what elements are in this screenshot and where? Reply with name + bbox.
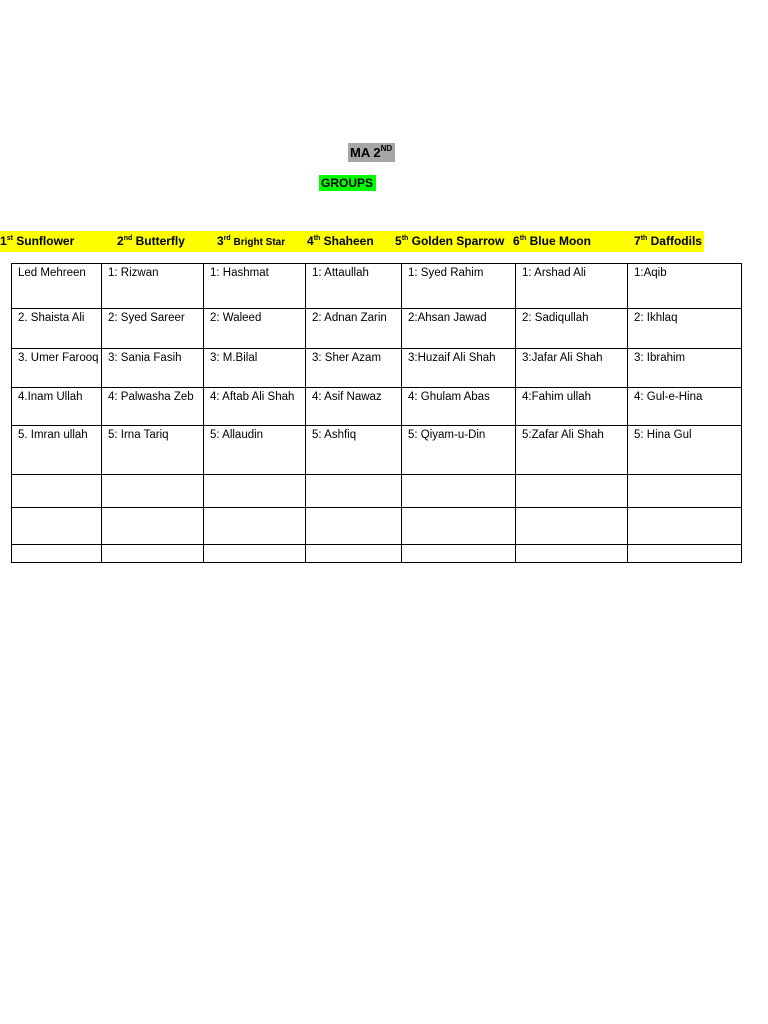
group-ordinal: 6 [513,234,520,248]
table-cell [204,475,306,508]
group-roster-table [11,263,742,563]
table-cell [306,388,402,426]
table-row [12,264,742,309]
member-name [210,545,305,547]
member-name [408,508,515,510]
table-cell [516,475,628,508]
table-cell [204,426,306,475]
table-cell [516,426,628,475]
member-name: 4: Aftab Ali Shah [210,391,295,403]
table-cell [204,309,306,349]
page-title [348,143,395,162]
table-cell [306,309,402,349]
member-name: 1: Syed Rahim [408,267,484,279]
table-cell [102,475,204,508]
member-name: 2: Waleed [210,312,262,324]
table-cell [306,508,402,545]
table-cell [204,388,306,426]
table-cell [12,508,102,545]
table-cell [516,508,628,545]
member-name: 3: Sania Fasih [108,352,182,364]
table-cell [516,264,628,309]
group-name: Bright Star [230,237,286,248]
member-name: 5: Irna Tariq [108,429,169,441]
member-name: 1: Attaullah [312,267,369,279]
table-cell [402,508,516,545]
table-cell [12,426,102,475]
member-name: 4:Fahim ullah [522,391,592,403]
table-cell [402,545,516,563]
member-name: 1: Hashmat [210,267,269,279]
table-cell [306,426,402,475]
member-name: 4: Asif Nawaz [312,391,382,403]
group-ordinal-suffix: th [313,235,321,242]
table-row [12,545,742,563]
page-title-text: MA 2 [350,145,381,160]
page-subtitle: GROUPS [319,175,376,191]
member-name: 5: Qiyam-u-Din [408,429,486,441]
member-name [18,545,101,547]
member-name: 2: Sadiqullah [522,312,589,324]
table-cell [628,545,742,563]
member-name [522,475,627,477]
table-cell [402,475,516,508]
member-name [210,475,305,477]
member-name: 3:Huzaif Ali Shah [408,352,496,364]
table-cell [102,264,204,309]
group-ordinal: 7 [634,234,641,248]
member-name: 4: Gul-e-Hina [634,391,703,403]
table-cell [204,349,306,388]
member-name: 1: Arshad Ali [522,267,586,279]
table-cell [402,349,516,388]
member-name [634,475,741,477]
member-name [634,508,741,510]
table-cell [516,388,628,426]
group-ordinal-suffix: rd [223,235,231,242]
member-name [312,475,401,477]
member-name: 2: Ikhlaq [634,312,678,324]
table-cell [516,545,628,563]
group-name: Sunflower [12,234,75,248]
member-name [408,545,515,547]
table-cell [628,508,742,545]
table-cell [12,475,102,508]
table-row [12,388,742,426]
group-header-7 [634,234,702,249]
table-cell [102,508,204,545]
group-ordinal-suffix: nd [123,235,133,242]
table-cell [402,388,516,426]
member-name: 1: Rizwan [108,267,159,279]
group-ordinal-suffix: th [519,235,527,242]
table-row [12,475,742,508]
group-ordinal-suffix: th [401,235,409,242]
member-name: 2. Shaista Ali [18,312,85,324]
table-cell [628,349,742,388]
table-cell [12,545,102,563]
member-name: 3: Ibrahim [634,352,686,364]
member-name: 2:Ahsan Jawad [408,312,487,324]
member-name: 4: Palwasha Zeb [108,391,194,403]
table-cell [12,349,102,388]
member-name: 3:Jafar Ali Shah [522,352,603,364]
table-row [12,309,742,349]
page-title-superscript: ND [380,144,393,153]
member-name: 2: Adnan Zarin [312,312,387,324]
member-name [210,508,305,510]
member-name: 5: Allaudin [210,429,264,441]
member-name: 2: Syed Sareer [108,312,185,324]
table-cell [102,426,204,475]
member-name: 4.Inam Ullah [18,391,83,403]
member-name [312,545,401,547]
table-row [12,426,742,475]
group-header-2 [117,234,185,249]
table-cell [516,309,628,349]
group-ordinal-suffix: th [640,235,648,242]
group-header-4 [307,234,374,249]
group-ordinal: 1 [0,234,7,248]
member-name [408,475,515,477]
member-name: 4: Ghulam Abas [408,391,490,403]
member-name [312,508,401,510]
member-name: 3. Umer Farooq [18,352,99,364]
table-cell [306,545,402,563]
member-name: Led Mehreen [18,267,86,279]
group-name: Shaheen [320,234,374,248]
table-cell [102,388,204,426]
member-name: 3: M.Bilal [210,352,258,364]
table-cell [628,388,742,426]
group-name: Daffodils [647,234,702,248]
table-row [12,349,742,388]
member-name [18,508,101,510]
table-cell [102,349,204,388]
table-cell [628,309,742,349]
group-name: Golden Sparrow [408,234,505,248]
group-ordinal: 2 [117,234,124,248]
table-cell [204,508,306,545]
table-cell [12,309,102,349]
group-header-5 [395,234,504,249]
group-header-6 [513,234,591,249]
table-cell [204,264,306,309]
table-row [12,508,742,545]
member-name: 1:Aqib [634,267,667,279]
table-cell [204,545,306,563]
member-name [108,508,203,510]
group-name: Blue Moon [526,234,591,248]
group-ordinal: 4 [307,234,314,248]
table-cell [628,426,742,475]
group-ordinal: 3 [217,234,224,248]
group-ordinal-suffix: st [6,235,13,242]
member-name [108,475,203,477]
table-cell [102,545,204,563]
table-cell [516,349,628,388]
member-name [522,508,627,510]
table-cell [306,349,402,388]
group-header-3 [217,234,285,250]
table-cell [102,309,204,349]
table-cell [306,475,402,508]
member-name: 5: Ashfiq [312,429,357,441]
member-name: 5. Imran ullah [18,429,88,441]
member-name [108,545,203,547]
table-cell [628,475,742,508]
member-name [634,545,741,547]
group-ordinal: 5 [395,234,402,248]
member-name [18,475,101,477]
table-cell [402,309,516,349]
member-name: 5:Zafar Ali Shah [522,429,604,441]
table-cell [12,388,102,426]
table-cell [628,264,742,309]
member-name [522,545,627,547]
group-name: Butterfly [132,234,185,248]
table-cell [12,264,102,309]
table-cell [402,264,516,309]
group-header-1 [0,234,74,249]
table-cell [306,264,402,309]
member-name: 3: Sher Azam [312,352,382,364]
member-name: 5: Hina Gul [634,429,692,441]
table-cell [402,426,516,475]
